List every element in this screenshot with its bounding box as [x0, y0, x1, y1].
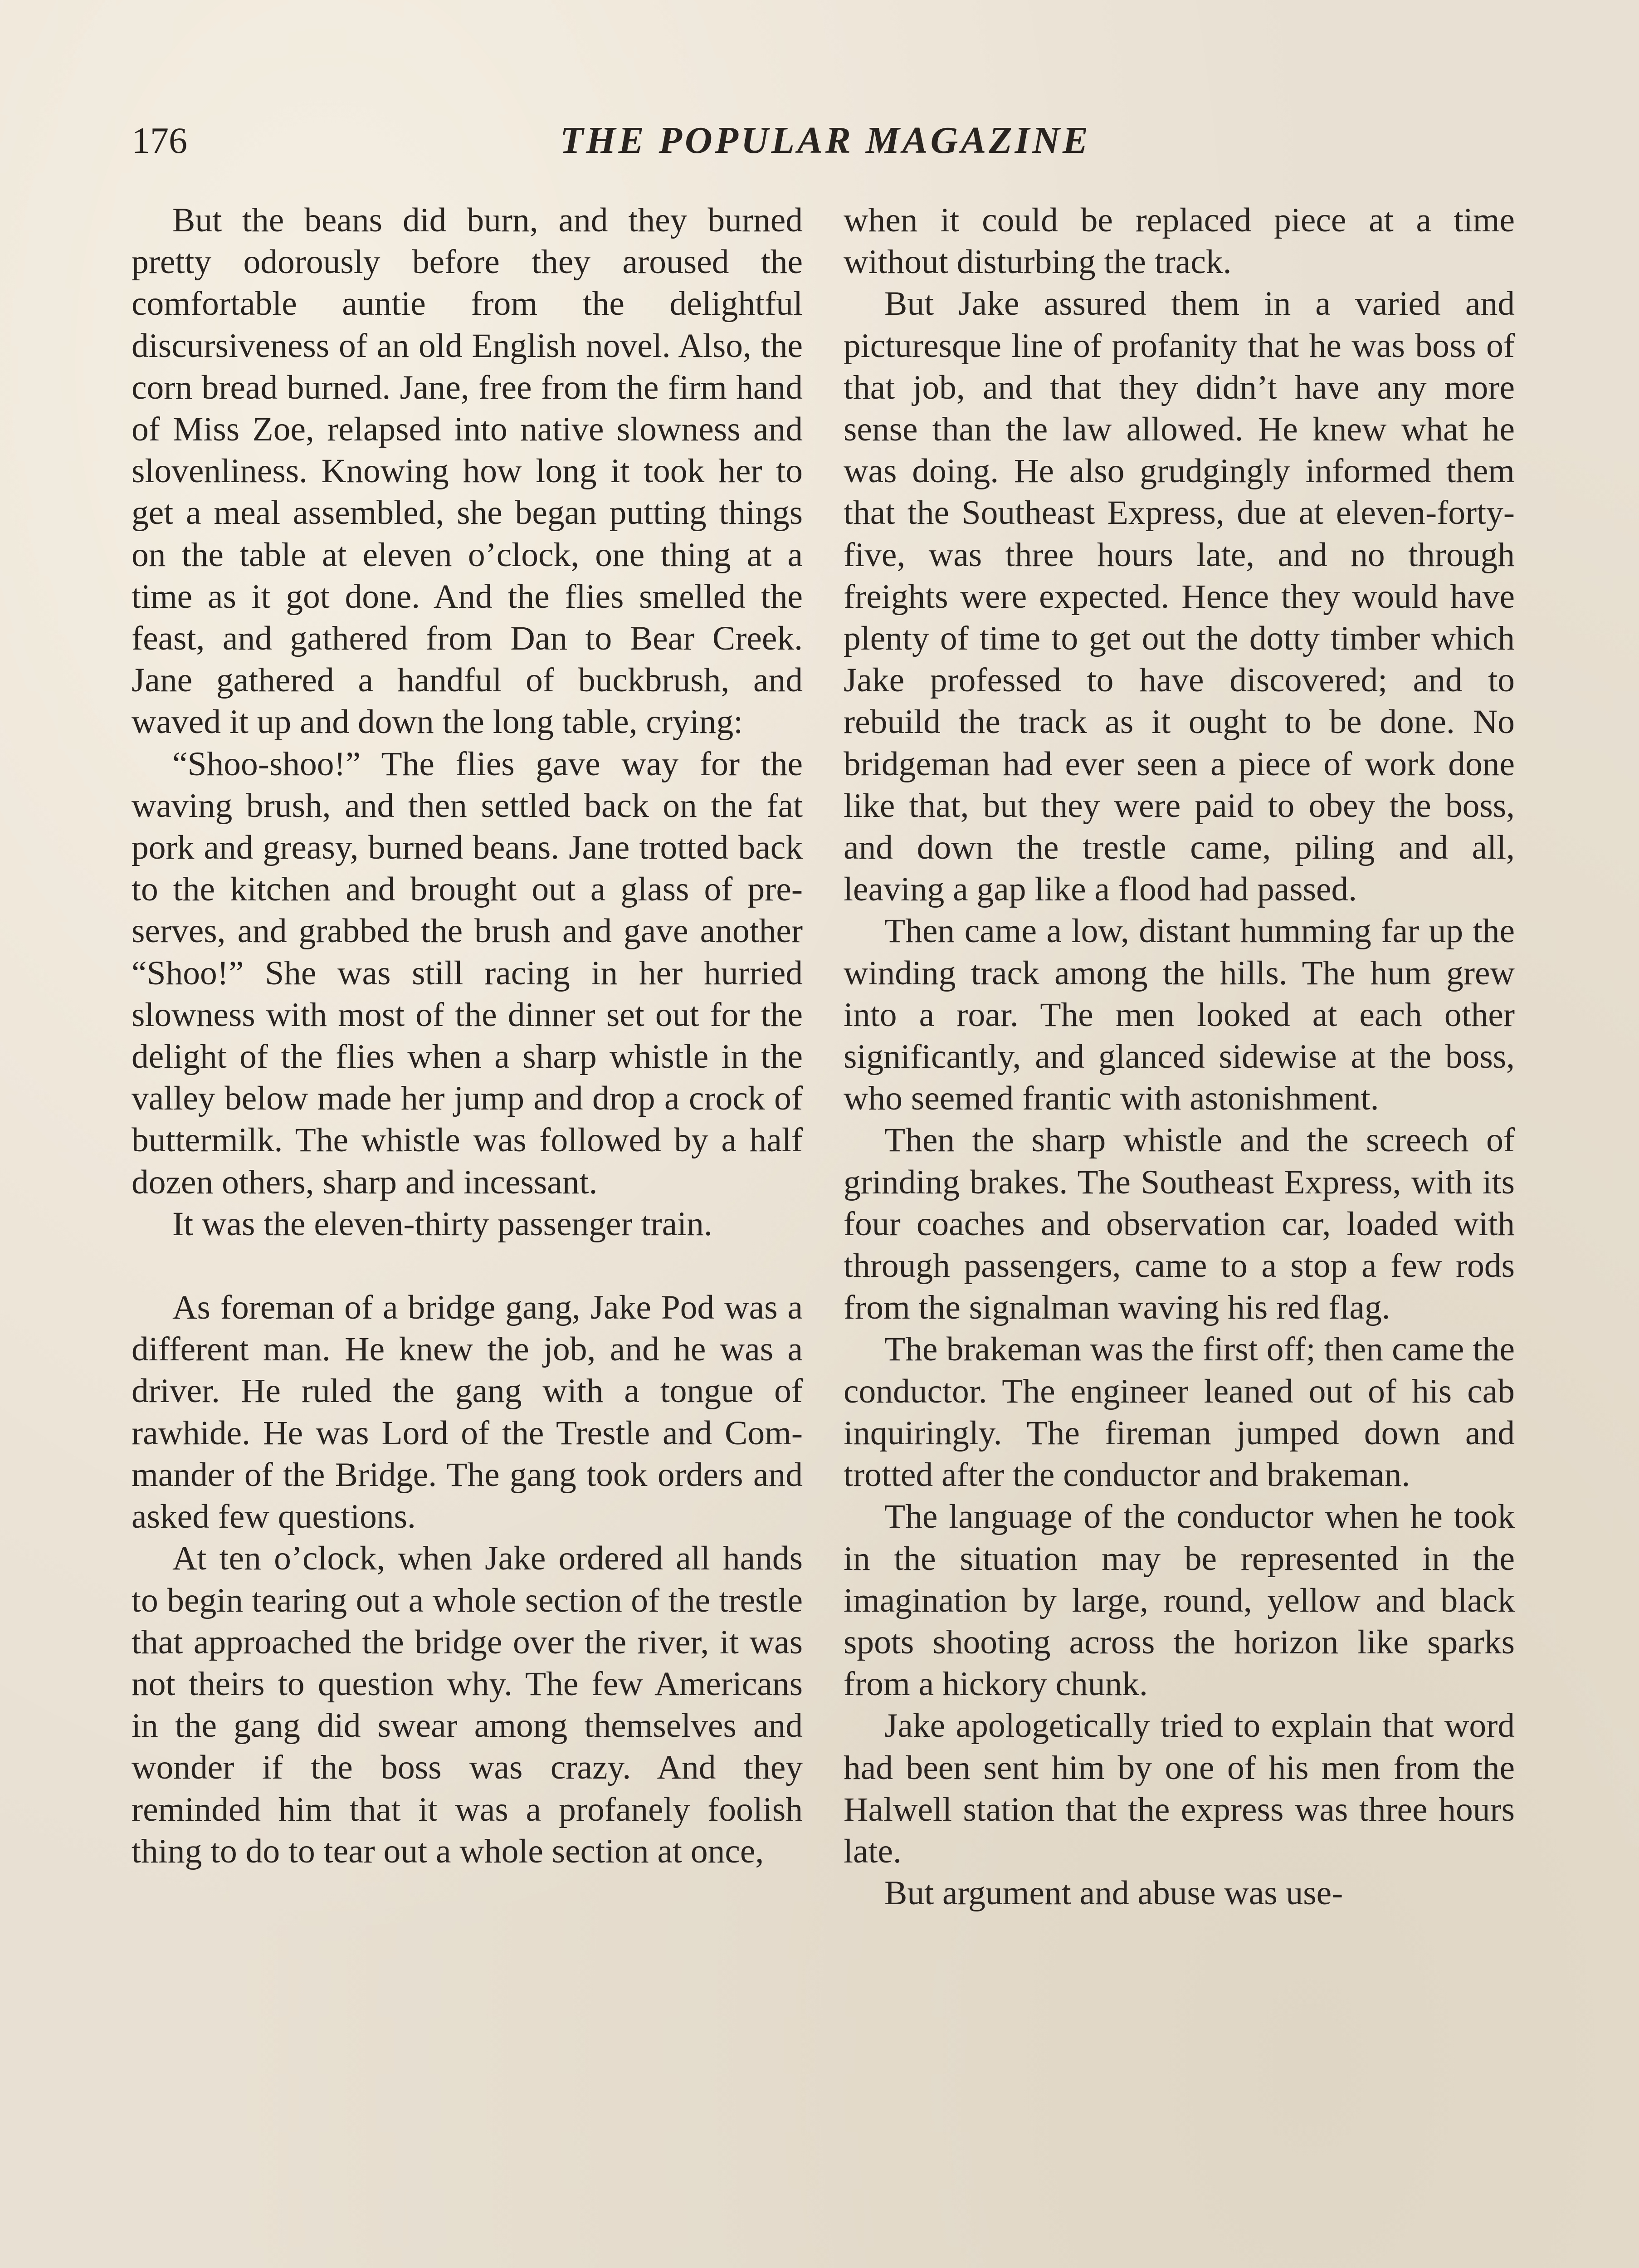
paragraph: But Jake assured them in a varied and picturesque line of profanity that he was boss of that job, and that they didn’t have any more sense than the law allowed. He knew what he was doing. He also grudgingly informed them that the Southeast Express, due at eleven-forty-five, was three hours late, and no through freights were expected. Hence they would have plenty of time to get out the dotty timber which Jake professed to have discovered; and to rebuild the track as it ought to be done. No bridgeman had ever seen a piece of work done like that, but they were paid to obey the boss, and down the trestle came, piling and all, leaving a gap like a flood had passed. — [844, 285, 1515, 909]
paragraph: But the beans did burn, and they burned pretty odorously before they aroused the comfortable auntie from the delightful discursiveness of an old English novel. Also, the corn bread burned. Jane, free from the firm hand of Miss Zoe, relapsed into native slowness and slovenliness. Knowing how long it took her to get a meal assembled, she began putting things on the table at eleven o’clock, one thing at a time as it got done. And the flies smelled the feast, and gathered from Dan to Bear Creek. Jane gathered a handful of buckbrush, and waved it up and down the long table, crying: — [132, 201, 803, 741]
paragraph: It was the eleven-thirty passenger train. — [172, 1205, 712, 1243]
paragraph: At ten o’clock, when Jake ordered all hands to begin tearing out a whole section of the trestle that approached the bridge over the river, it was not theirs to question why. The few Americans in the gang did swear among themselves and wonder if the boss was crazy. And they reminded him that it was a profanely foolish thing to do to tear out a whole section at once, — [132, 1540, 803, 1870]
paragraph: But argument and abuse was use- — [884, 1874, 1343, 1912]
paragraph: The language of the conductor when he took in the situation may be represented in the imagination by large, round, yellow and black spots shooting across the horizon like sparks from a hickory chunk. — [844, 1498, 1515, 1703]
paragraph: Jake apologetically tried to explain that word had been sent him by one of his men from the Halwell station that the express was three hours late. — [844, 1707, 1515, 1870]
left-column — [132, 200, 803, 1872]
right-column — [844, 200, 1515, 1914]
paragraph: Then came a low, distant humming far up the winding track among the hills. The hum grew into a roar. The men looked at each other significantly, and glanced sidewise at the boss, who seemed frantic with astonishment. — [844, 912, 1515, 1118]
paragraph: As foreman of a bridge gang, Jake Pod was a different man. He knew the job, and he was a driver. He ruled the gang with a tongue of rawhide. He was Lord of the Trestle and Commander of the Bridge. The gang took orders and asked few questions. — [132, 1289, 803, 1536]
page-header — [132, 116, 1519, 166]
paragraph: “Shoo-shoo!” The flies gave way for the waving brush, and then settled back on the fat pork and greasy, burned beans. Jane trotted back to the kitchen and brought out a glass of preserves, and grabbed the brush and gave another “Shoo!” She was still racing in her hurried slowness with most of the dinner set out for the delight of the flies when a sharp whistle in the valley below made her jump and drop a crock of buttermilk. The whistle was followed by a half dozen others, sharp and incessant. — [132, 745, 803, 1201]
paragraph: when it could be replaced piece at a time without disturbing the track. — [844, 201, 1515, 281]
paragraph: The brakeman was the first off; then came the conductor. The engineer leaned out of his cab inquiringly. The fireman jumped down and trotted after the conductor and brakeman. — [844, 1330, 1515, 1494]
paragraph: Then the sharp whistle and the screech of grinding brakes. The Southeast Express, with its four coaches and observation car, loaded with through passengers, came to a stop a few rods from the signalman waving his red flag. — [844, 1121, 1515, 1327]
page-number: 176 — [132, 120, 187, 161]
running-title: THE POPULAR MAGAZINE — [560, 119, 1091, 161]
